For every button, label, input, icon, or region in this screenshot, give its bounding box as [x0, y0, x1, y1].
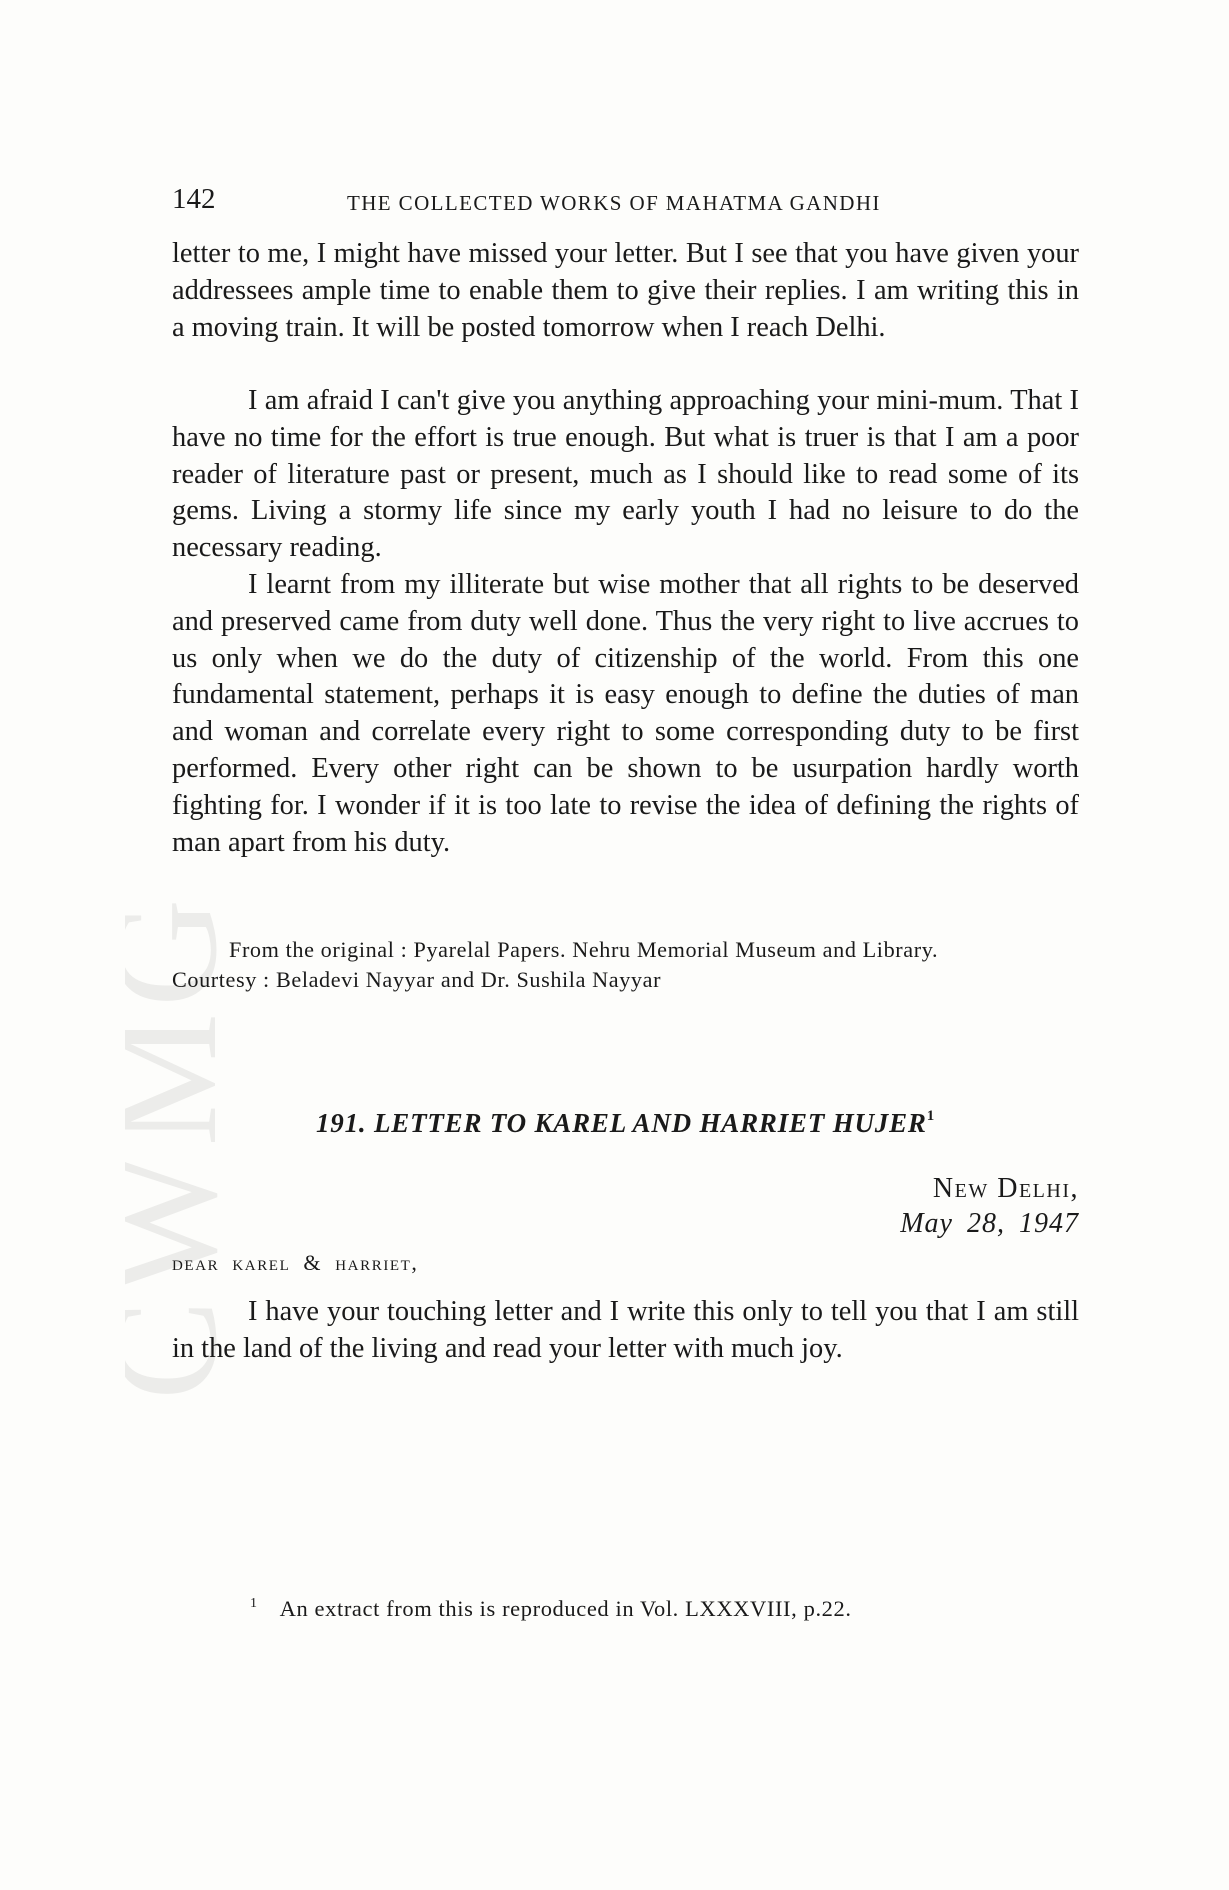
source-line-courtesy: Courtesy : Beladevi Nayyar and Dr. Sushila Nayyar	[172, 967, 662, 992]
letter-heading-text: 191. LETTER TO KAREL AND HARRIET HUJER	[315, 1108, 927, 1138]
letter-date: May 28, 1947	[900, 1208, 1079, 1239]
page-number: 142	[172, 183, 216, 215]
paragraph-2: I am afraid I can't give you anything approaching your mini-mum. That I have no time for the effort is true enough. But what is truer is that I am a poor reader of literature past or present, much as I should like to read some of its gems. Living a stormy life since my early youth I had no leisure to do the necessary reading.	[172, 385, 1079, 564]
paragraph-3: I learnt from my illiterate but wise mother that all rights to be deserved and preserved came from duty well done. Thus the very right to live accrues to us only when we do the duty of citizenship of the world. From this one fundamental statement, perhaps it is easy enough to define the duties of man and woman and correlate every right to some corresponding duty to be first performed. Every other right can be shown to be usurpation hardly worth fighting for. I wonder if it is too late to revise the idea of defining the rights of man apart from his duty.	[172, 569, 1079, 858]
salutation: dear karel & harriet,	[172, 1250, 419, 1275]
letter-place: New Delhi,	[932, 1173, 1079, 1204]
letter-heading	[172, 1108, 1079, 1139]
footnote	[250, 1596, 852, 1622]
running-header	[172, 183, 1079, 223]
letter-body: I have your touching letter and I write this only to tell you that I am still in the land of the living and read your letter with much joy.	[172, 1296, 1079, 1364]
heading-footnote-mark: 1	[926, 1108, 936, 1124]
footnote-text: An extract from this is reproduced in Vol. LXXXVIII, p.22.	[279, 1596, 852, 1621]
paragraph-continued: letter to me, I might have missed your letter. But I see that you have given your addressees ample time to enable them to give their replies. I am writing this in a moving train. It will be posted tomorrow when I reach Delhi.	[172, 238, 1079, 343]
source-note	[172, 935, 1079, 995]
book-title: THE COLLECTED WORKS OF MAHATMA GANDHI	[347, 191, 881, 215]
source-line-original: From the original : Pyarelal Papers. Nehru Memorial Museum and Library.	[229, 937, 939, 962]
footnote-mark: 1	[250, 1596, 258, 1611]
watermark-text: CWMG	[125, 892, 245, 1400]
